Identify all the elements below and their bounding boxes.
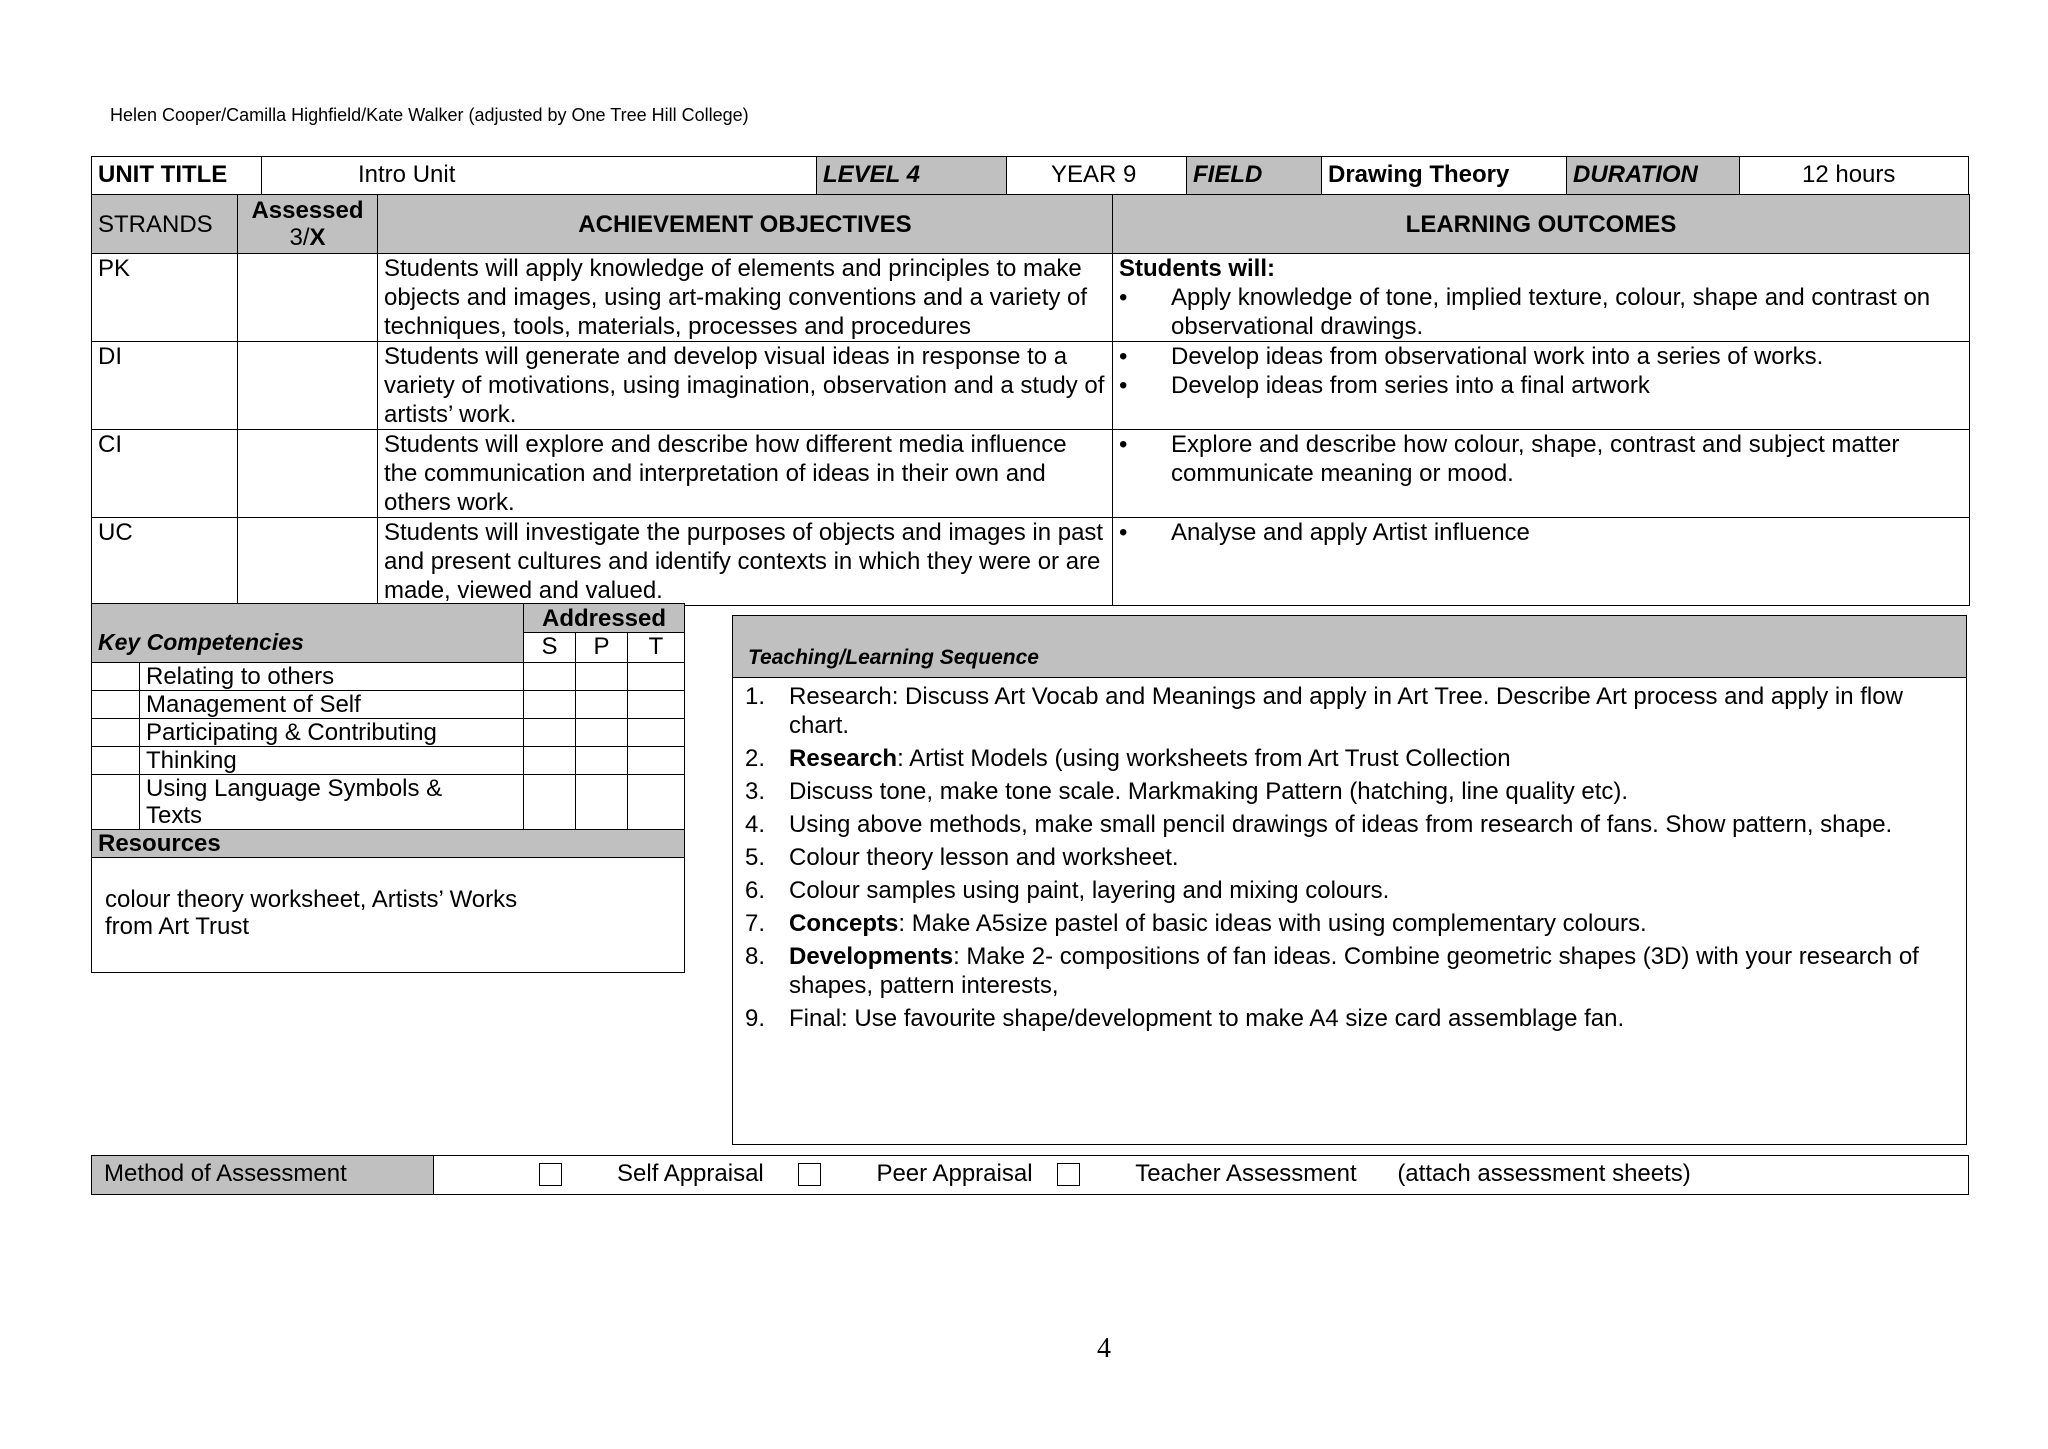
- outcome-item: [1119, 283, 1963, 341]
- self-appraisal-checkbox[interactable]: [539, 1163, 562, 1186]
- sequence-item: [745, 843, 1952, 872]
- sequence-item: [745, 942, 1952, 1000]
- assessed-line1: Assessed: [251, 197, 364, 224]
- header-note: Helen Cooper/Camilla Highfield/Kate Walker (adjusted by One Tree Hill College): [110, 105, 749, 125]
- outcome-text: Explore and describe how colour, shape, contrast and subject matter communicate meaning or mood.: [1171, 431, 1900, 487]
- kc-title: Key Competencies: [92, 604, 524, 663]
- kc-p-cell[interactable]: [576, 691, 628, 719]
- sequence-text: [789, 843, 1179, 872]
- col-p: P: [576, 633, 628, 663]
- kc-row: [92, 775, 685, 830]
- kc-check-cell[interactable]: [92, 775, 140, 830]
- addressed-header: Addressed: [524, 604, 685, 633]
- kc-s-cell[interactable]: [524, 691, 576, 719]
- strands-table: [91, 194, 1970, 606]
- bullet-icon: •: [1119, 284, 1128, 311]
- objective-text: Students will apply knowledge of elements and principles to make objects and images, using art-making conventions and a variety of techniques, tools, materials, processes and procedures: [378, 254, 1113, 342]
- sequence-item: [745, 876, 1952, 905]
- bullet-icon: •: [1119, 372, 1128, 399]
- peer-appraisal-label: Peer Appraisal: [876, 1160, 1033, 1187]
- sequence-rest: Colour samples using paint, layering and mixing colours.: [789, 877, 1390, 904]
- kc-s-cell[interactable]: [524, 747, 576, 775]
- sequence-item: [745, 777, 1952, 806]
- kc-row: [92, 663, 685, 691]
- unit-title-label: UNIT TITLE: [92, 157, 262, 194]
- sequence-rest: : Make A5size pastel of basic ideas with using complementary colours.: [898, 910, 1647, 937]
- sequence-list: [733, 678, 1966, 1033]
- kc-check-cell[interactable]: [92, 663, 140, 691]
- sequence-text: [789, 909, 1647, 938]
- teacher-assessment-checkbox[interactable]: [1057, 1163, 1080, 1186]
- bullet-icon: •: [1119, 519, 1128, 546]
- sequence-rest: : Make 2- compositions of fan ideas. Combine geometric shapes (3D) with your research of shapes, pattern interests,: [789, 943, 1919, 999]
- sequence-num: 7.: [745, 910, 766, 937]
- kc-p-cell[interactable]: [576, 747, 628, 775]
- bullet-icon: •: [1119, 343, 1128, 370]
- outcome-text: Analyse and apply Artist influence: [1171, 519, 1530, 546]
- self-appraisal-label: Self Appraisal: [617, 1160, 764, 1187]
- assessment-note: (attach assessment sheets): [1397, 1160, 1691, 1187]
- sequence-item: [745, 682, 1952, 740]
- sequence-rest: Final: Use favourite shape/development to make A4 size card assemblage fan.: [789, 1005, 1625, 1032]
- outcome-item: [1119, 342, 1963, 371]
- outcome-text: Develop ideas from observational work into a series of works.: [1171, 343, 1824, 370]
- assessment-label: Method of Assessment: [92, 1156, 434, 1194]
- kc-s-cell[interactable]: [524, 663, 576, 691]
- kc-row: [92, 747, 685, 775]
- sequence-num: 6.: [745, 877, 766, 904]
- sequence-item: [745, 810, 1952, 839]
- sequence-text: [789, 876, 1389, 905]
- kc-p-cell[interactable]: [576, 663, 628, 691]
- kc-t-cell[interactable]: [628, 747, 685, 775]
- sequence-text: [789, 1004, 1624, 1033]
- kc-label: Management of Self: [140, 691, 524, 719]
- assessed-cell: [238, 518, 378, 606]
- kc-p-cell[interactable]: [576, 775, 628, 830]
- sequence-text: [789, 942, 1952, 1000]
- kc-t-cell[interactable]: [628, 719, 685, 747]
- sequence-text: [789, 777, 1628, 806]
- level-label: LEVEL 4: [817, 157, 1007, 194]
- sequence-item: [745, 909, 1952, 938]
- outcome-item: [1119, 518, 1963, 547]
- objective-text: Students will explore and describe how different media influence the communication and interpretation of ideas in their own and others work.: [378, 430, 1113, 518]
- strand-row-ci: [92, 430, 1970, 518]
- strand-code: PK: [92, 254, 238, 342]
- sequence-num: 4.: [745, 811, 766, 838]
- kc-header-row: [92, 604, 685, 633]
- sequence-num: 5.: [745, 844, 766, 871]
- sequence-title: Teaching/Learning Sequence: [733, 616, 1966, 678]
- sequence-rest: Using above methods, make small pencil drawings of ideas from research of fans. Show pattern, shape.: [789, 811, 1893, 838]
- outcomes-cell: [1113, 254, 1970, 342]
- outcome-text: Apply knowledge of tone, implied texture, colour, shape and contrast on observational drawings.: [1171, 284, 1931, 340]
- strand-row-di: [92, 342, 1970, 430]
- strand-row-pk: [92, 254, 1970, 342]
- unit-title-value: Intro Unit: [262, 157, 817, 194]
- resources-title: Resources: [92, 830, 685, 858]
- outcome-text: Develop ideas from series into a final artwork: [1171, 372, 1650, 399]
- teaching-sequence-box: [732, 615, 1967, 1145]
- teacher-assessment-label: Teacher Assessment: [1135, 1160, 1357, 1187]
- sequence-bold: Research: [789, 745, 898, 772]
- key-competencies-table: [91, 603, 685, 973]
- kc-t-cell[interactable]: [628, 775, 685, 830]
- kc-check-cell[interactable]: [92, 691, 140, 719]
- strands-header-row: [92, 195, 1970, 254]
- resources-text: colour theory worksheet, Artists’ Works from Art Trust: [92, 858, 685, 973]
- kc-check-cell[interactable]: [92, 719, 140, 747]
- sequence-text: [789, 744, 1511, 773]
- duration-value: 12 hours: [1802, 161, 1896, 188]
- outcomes-cell: [1113, 430, 1970, 518]
- outcome-item: [1119, 430, 1963, 488]
- page-number: 4: [1097, 1333, 1111, 1364]
- strand-code: UC: [92, 518, 238, 606]
- strand-code: CI: [92, 430, 238, 518]
- outcomes-cell: [1113, 518, 1970, 606]
- outcomes-cell: [1113, 342, 1970, 430]
- sequence-item: [745, 1004, 1952, 1033]
- kc-label: Using Language Symbols & Texts: [140, 775, 524, 830]
- sequence-text: [789, 682, 1952, 740]
- unit-info-bar: [91, 156, 1969, 195]
- assessed-cell: [238, 254, 378, 342]
- sequence-num: 3.: [745, 778, 766, 805]
- assessed-line2: [244, 224, 371, 251]
- assessed-x: X: [309, 224, 326, 251]
- assessed-ratio: 3/: [289, 224, 310, 251]
- kc-t-cell[interactable]: [628, 663, 685, 691]
- sequence-bold: Developments: [789, 943, 954, 970]
- kc-label: Thinking: [140, 747, 524, 775]
- level-value: YEAR 9: [1007, 157, 1187, 194]
- strand-code: DI: [92, 342, 238, 430]
- sequence-bold: Concepts: [789, 910, 899, 937]
- sequence-item: [745, 744, 1952, 773]
- duration-label: DURATION: [1567, 157, 1740, 194]
- peer-appraisal-checkbox[interactable]: [798, 1163, 821, 1186]
- achievement-header: ACHIEVEMENT OBJECTIVES: [378, 195, 1113, 254]
- assessed-header: [238, 195, 378, 254]
- field-value: Drawing Theory: [1322, 157, 1567, 194]
- sequence-rest: Research: Discuss Art Vocab and Meanings and apply in Art Tree. Describe Art process and apply in flow chart.: [789, 683, 1903, 739]
- assessed-cell: [238, 430, 378, 518]
- outcomes-intro: Students will:: [1119, 255, 1275, 282]
- kc-row: [92, 691, 685, 719]
- kc-s-cell[interactable]: [524, 719, 576, 747]
- sequence-text: [789, 810, 1892, 839]
- col-t: T: [628, 633, 685, 663]
- assessment-options: [434, 1156, 1968, 1194]
- resources-row: [92, 858, 685, 973]
- kc-s-cell[interactable]: [524, 775, 576, 830]
- strands-header: STRANDS: [92, 195, 238, 254]
- objective-text: Students will generate and develop visual ideas in response to a variety of motivations, using imagination, observation and a study of artists’ work.: [378, 342, 1113, 430]
- sequence-rest: Discuss tone, make tone scale. Markmaking Pattern (hatching, line quality etc).: [789, 778, 1629, 805]
- assessment-bar: [91, 1155, 1969, 1195]
- strand-row-uc: [92, 518, 1970, 606]
- sequence-num: 8.: [745, 943, 766, 970]
- kc-p-cell[interactable]: [576, 719, 628, 747]
- outcome-item: [1119, 371, 1963, 400]
- kc-row: [92, 719, 685, 747]
- kc-check-cell[interactable]: [92, 747, 140, 775]
- sequence-rest: Colour theory lesson and worksheet.: [789, 844, 1179, 871]
- kc-label: Participating & Contributing: [140, 719, 524, 747]
- sequence-num: 1.: [745, 683, 766, 710]
- bullet-icon: •: [1119, 431, 1128, 458]
- field-label: FIELD: [1187, 157, 1322, 194]
- objective-text: Students will investigate the purposes of objects and images in past and present cultures and identify contexts in which they were or are made, viewed and valued.: [378, 518, 1113, 606]
- sequence-num: 9.: [745, 1005, 766, 1032]
- resources-header-row: [92, 830, 685, 858]
- kc-t-cell[interactable]: [628, 691, 685, 719]
- col-s: S: [524, 633, 576, 663]
- assessed-cell: [238, 342, 378, 430]
- outcomes-header: LEARNING OUTCOMES: [1113, 195, 1970, 254]
- sequence-num: 2.: [745, 745, 766, 772]
- kc-label: Relating to others: [140, 663, 524, 691]
- sequence-rest: : Artist Models (using worksheets from Art Trust Collection: [897, 745, 1511, 772]
